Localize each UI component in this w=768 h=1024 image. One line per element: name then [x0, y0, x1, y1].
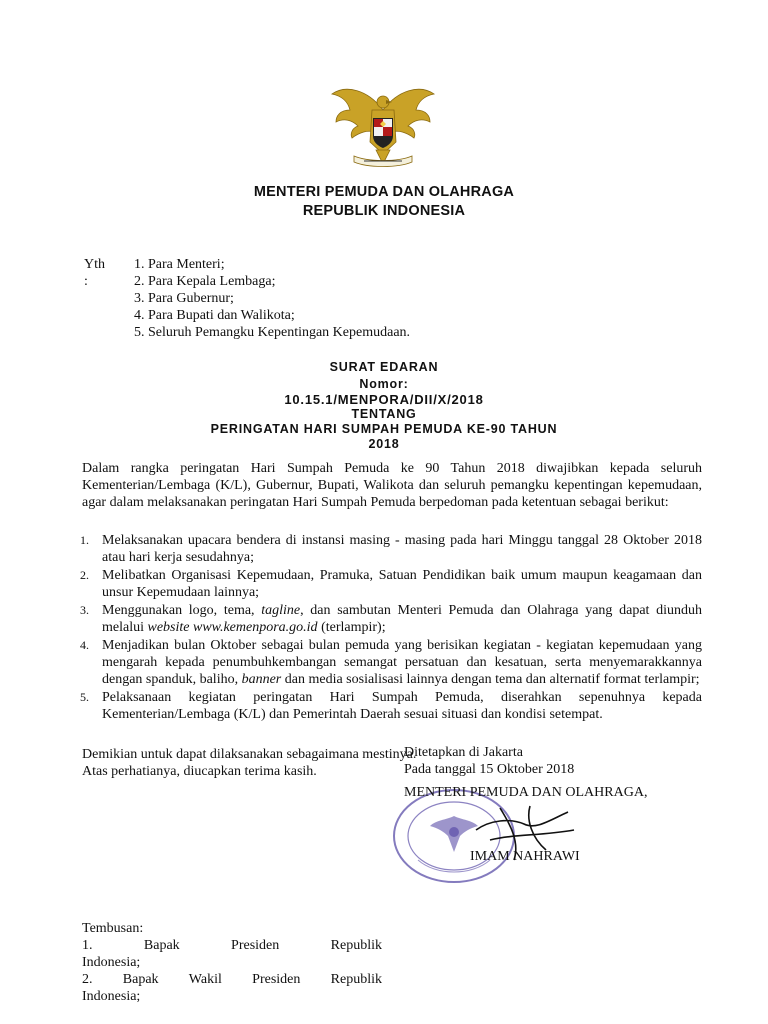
ministry-subtitle: REPUBLIK INDONESIA: [302, 203, 466, 219]
provisions-list: [80, 532, 702, 723]
closing-paragraph: Demikian untuk dapat dilaksanakan sebagaimana mestinya. Atas perhatianya, diucapkan terima kasih.: [82, 747, 417, 779]
ministry-title: MENTERI PEMUDA DAN OLAHRAGA: [253, 184, 515, 200]
provision-text-italic: tagline: [261, 603, 301, 618]
provision-text: Pelaksanaan kegiatan peringatan Hari Sumpah Pemuda, diserahkan sepenuhnya kepada Kementerian/Lembaga (K/L) dan Pemerintah Daerah sesuai situasi dan kondisi setempat.: [102, 690, 702, 722]
provision-item: [80, 602, 702, 636]
provision-number: 2.: [80, 568, 89, 582]
provision-item: [80, 532, 702, 566]
provision-text-a: Menggunakan logo, tema,: [102, 603, 262, 618]
signature-date: Pada tanggal 15 Oktober 2018: [404, 762, 575, 777]
provision-item: [80, 637, 702, 688]
signature-name: IMAM NAHRAWI: [470, 849, 580, 864]
provision-text: Melaksanakan upacara bendera di instansi masing - masing pada hari Minggu tanggal 28 Oktober 2018 atau hari kerja sesudahnya;: [102, 533, 702, 565]
cc-item: [82, 971, 382, 988]
letter-number-label: Nomor:: [359, 377, 409, 391]
cc-word: Bapak: [143, 938, 180, 953]
recipient-item: 1. Para Menteri;: [134, 257, 225, 272]
cc-item: [82, 937, 382, 954]
cc-word: Wakil: [188, 972, 222, 987]
cc-number: 2.: [82, 972, 93, 987]
provision-text-c: (terlampir);: [317, 620, 386, 635]
signature-position: MENTERI PEMUDA DAN OLAHRAGA,: [404, 785, 648, 800]
provision-number: 1.: [80, 533, 89, 547]
provision-text-b: dan media sosialisasi lainnya dengan tema dan alternatif format terlampir;: [281, 672, 700, 687]
signature-place: Ditetapkan di Jakarta: [404, 745, 523, 760]
cc-block: [82, 920, 382, 1005]
cc-item-rest: Indonesia;: [82, 989, 141, 1004]
letter-about-label: TENTANG: [351, 407, 417, 421]
cc-word: Presiden: [252, 972, 301, 987]
cc-number: 1.: [82, 938, 93, 953]
cc-word: Republik: [330, 972, 382, 987]
recipient-item: 4. Para Bupati dan Walikota;: [134, 308, 295, 323]
provision-text: Melibatkan Organisasi Kepemudaan, Pramuka, Satuan Pendidikan baik umum maupun keagamaan dan unsur Kepemudaan lainnya;: [102, 568, 702, 600]
provision-number: 4.: [80, 638, 89, 652]
letter-number: 10.15.1/MENPORA/DII/X/2018: [284, 392, 484, 407]
provision-number: 3.: [80, 603, 89, 617]
letter-subject-year: 2018: [368, 437, 400, 451]
garuda-emblem-icon: [328, 80, 438, 172]
recipient-item: 3. Para Gubernur;: [134, 291, 234, 306]
provision-item: [80, 567, 702, 601]
website-link[interactable]: website www.kemenpora.go.id: [147, 620, 318, 635]
cc-word: Presiden: [231, 938, 280, 953]
provision-text-italic: banner: [241, 672, 282, 687]
signature-block: [404, 744, 704, 865]
provision-item: [80, 689, 702, 723]
provision-text-a: Menjadikan bulan Oktober sebagai bulan pemuda yang berisikan kegiatan - kegiatan kepemudaan yang mengarah kepada penumbuhkembangan semangat persatuan dan kesatuan, serta menyemarakkannya dengan spanduk, baliho,: [102, 638, 702, 687]
cc-label: Tembusan:: [82, 921, 144, 936]
recipients-list: [134, 256, 534, 341]
intro-paragraph: Dalam rangka peringatan Hari Sumpah Pemuda ke 90 Tahun 2018 diwajibkan kepada seluruh Kementerian/Lembaga (K/L), Gubernur, Bupati, Walikota dan seluruh pemangku kepentingan kepemudaan, agar dalam melaksanakan peringatan Hari Sumpah Pemuda berpedoman pada ketentuan sebagai berikut:: [82, 461, 702, 510]
provision-text-b: , dan sambutan Menteri Pemuda dan Olahraga yang dapat diunduh melalui: [102, 603, 702, 635]
recipient-item: 2. Para Kepala Lembaga;: [134, 274, 276, 289]
letter-type: SURAT EDARAN: [329, 360, 439, 374]
recipients-label: Yth :: [84, 257, 105, 289]
provision-number: 5.: [80, 690, 89, 704]
recipient-item: 5. Seluruh Pemangku Kepentingan Kepemudaan.: [134, 325, 411, 340]
letter-subject: PERINGATAN HARI SUMPAH PEMUDA KE-90 TAHUN: [210, 422, 558, 436]
cc-item-rest: Indonesia;: [82, 955, 141, 970]
cc-word: Bapak: [122, 972, 159, 987]
cc-word: Republik: [330, 938, 382, 953]
